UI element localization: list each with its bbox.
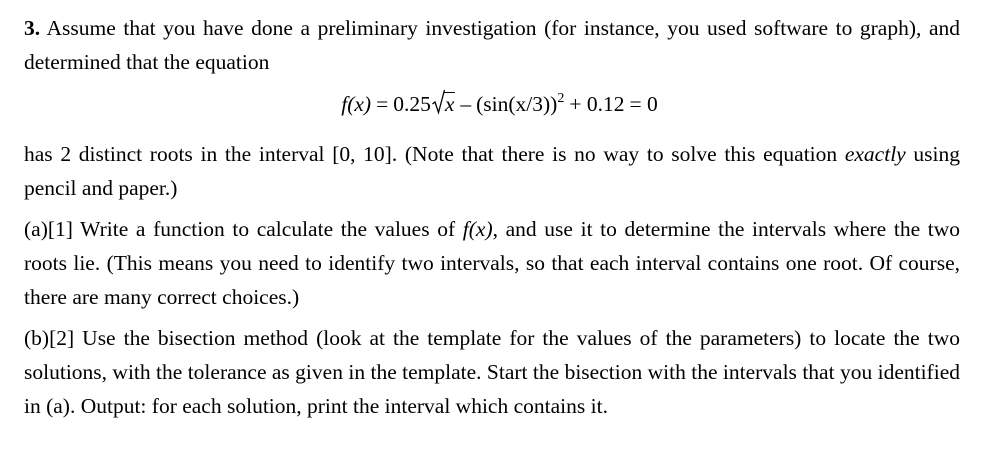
equation-exponent: 2: [557, 90, 565, 106]
radical-sign-icon: [432, 89, 445, 115]
equation-coefficient: 0.25: [393, 92, 431, 116]
equation: [0, 87, 999, 121]
part-a-fx: f(x): [462, 217, 493, 241]
part-b-label: (b)[2]: [24, 326, 75, 350]
part-a: [24, 212, 960, 314]
part-b: [24, 321, 960, 423]
equation-lhs: f(x): [341, 92, 372, 116]
question-intro: [24, 11, 960, 79]
sqrt-term: [432, 87, 456, 121]
equation-plus-term: + 0.12: [569, 92, 625, 116]
part-b-text: Use the bisection method (look at the template for the values of the parameters) to locate the two solutions, with the tolerance as given in the template. Start the bisection with the intervals that you identified in (a). Output: for each solution, print the interval which contains it.: [24, 326, 960, 418]
question-intro-text: Assume that you have done a preliminary investigation (for instance, you used software to graph), and determined that the equation: [24, 16, 960, 74]
part-a-text-2: , and use it to determine the intervals where the two roots lie. (This means you need to identify two intervals, so that each interval contains one root. Of course, there are many correct choices.): [24, 217, 961, 309]
equation-sin-term: (sin(x/3)): [476, 92, 558, 116]
note-emphasis: exactly: [844, 142, 906, 166]
question-note: [24, 137, 960, 205]
part-a-label: (a)[1]: [24, 217, 73, 241]
sqrt-argument: x: [444, 92, 455, 116]
equation-rhs: = 0: [629, 92, 658, 116]
note-part-1: has 2 distinct roots in the interval [0, 10]. (Note that there is no way to solve this equation: [24, 142, 845, 166]
question-number: 3.: [24, 16, 41, 40]
equation-equals: =: [376, 92, 389, 116]
note-part-2: using pencil and paper.): [24, 142, 960, 200]
part-a-text-1: Write a function to calculate the values of: [72, 217, 463, 241]
equation-minus: –: [460, 92, 472, 116]
